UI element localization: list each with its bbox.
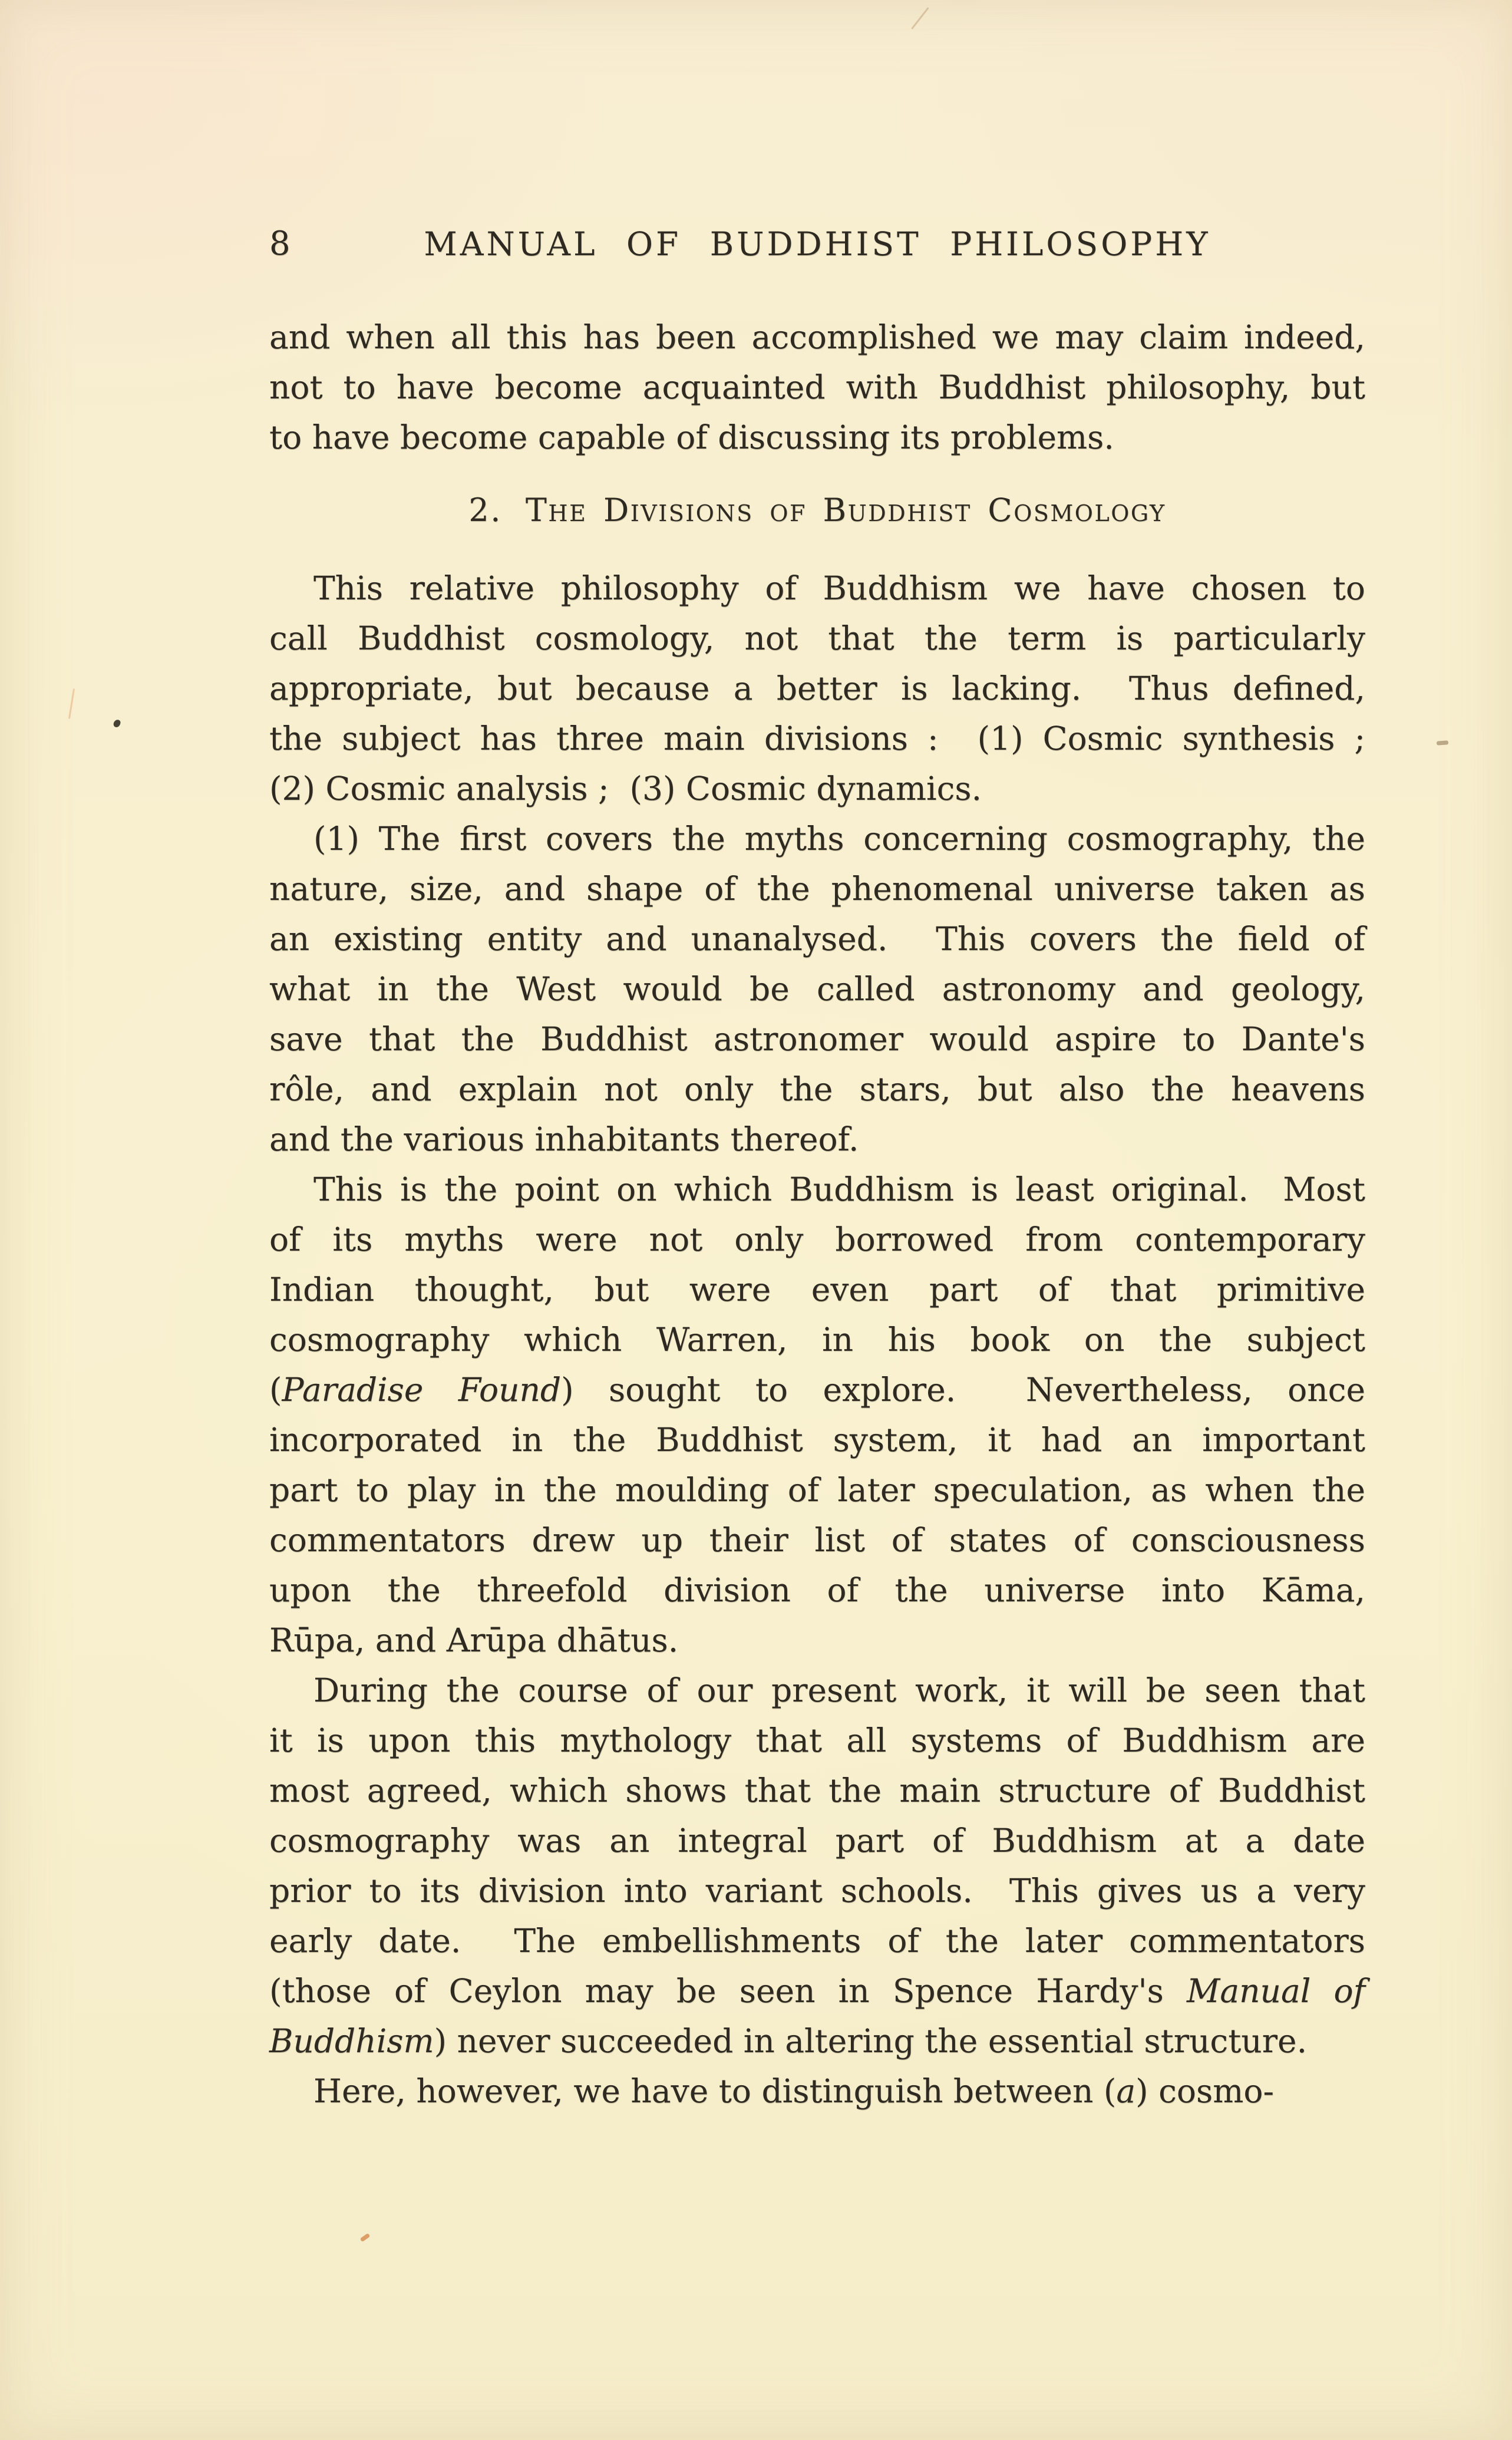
text-line: save that the Buddhist astronomer would aspire to Dante's <box>269 1020 1365 1058</box>
paragraph <box>269 1165 1365 1666</box>
text-line: an existing entity and unanalysed. This covers the field of <box>269 920 1365 958</box>
text-line: most agreed, which shows that the main structure of Buddhist <box>269 1772 1365 1809</box>
paragraph <box>269 563 1365 814</box>
paragraph-group-intro <box>269 312 1365 463</box>
text-line: early date. The embellishments of the later commentators <box>269 1922 1365 1960</box>
paragraph-group-main <box>269 563 1365 2116</box>
text-block <box>269 312 1365 2116</box>
section-heading <box>269 485 1365 535</box>
text-line: rôle, and explain not only the stars, but also the heavens <box>269 1070 1365 1108</box>
text-line: (1) The first covers the myths concerning cosmography, the <box>313 820 1365 858</box>
paragraph <box>269 2066 1365 2116</box>
text-line: the subject has three main divisions : (1) Cosmic synthesis ; <box>269 720 1365 757</box>
text-line: Buddhism) never succeeded in altering the essential structure. <box>269 2022 1308 2060</box>
text-line: (Paradise Found) sought to explore. Nevertheless, once <box>269 1371 1365 1409</box>
text-line: call Buddhist cosmology, not that the term is particularly <box>269 619 1365 657</box>
ink-speck <box>113 719 121 728</box>
text-line: cosmography was an integral part of Buddhism at a date <box>269 1822 1365 1859</box>
text-line: upon the threefold division of the universe into Kāma, <box>269 1571 1365 1609</box>
paper-fibre-speck <box>360 2233 371 2242</box>
text-line: of its myths were not only borrowed from contemporary <box>269 1221 1365 1258</box>
running-title: MANUAL OF BUDDHIST PHILOSOPHY <box>424 225 1211 263</box>
text-line: Here, however, we have to distinguish between (a) cosmo- <box>313 2072 1275 2110</box>
running-header <box>269 226 1365 267</box>
text-line: During the course of our present work, it will be seen that <box>313 1671 1365 1709</box>
text-line: prior to its division into variant schools. This gives us a very <box>269 1872 1365 1910</box>
text-line: (those of Ceylon may be seen in Spence Hardy's Manual of <box>269 1972 1365 2010</box>
text-line: This relative philosophy of Buddhism we have chosen to <box>313 569 1365 607</box>
text-line: (2) Cosmic analysis ; (3) Cosmic dynamics. <box>269 770 982 807</box>
page-number: 8 <box>269 225 290 263</box>
paragraph <box>269 312 1365 463</box>
section-title: The Divisions of Buddhist Cosmology <box>525 492 1166 529</box>
text-line: commentators drew up their list of states of consciousness <box>269 1521 1365 1559</box>
paragraph <box>269 814 1365 1165</box>
ink-speck <box>1437 740 1448 745</box>
paper-scratch <box>911 7 929 29</box>
text-line: nature, size, and shape of the phenomenal universe taken as <box>269 870 1365 908</box>
text-line: and when all this has been accomplished we may claim indeed, <box>269 318 1365 356</box>
section-number: 2. <box>468 492 502 529</box>
text-line: Indian thought, but were even part of that primitive <box>269 1271 1365 1308</box>
text-line: appropriate, but because a better is lacking. Thus defined, <box>269 670 1365 707</box>
text-line: to have become capable of discussing its problems. <box>269 418 1114 456</box>
text-line: This is the point on which Buddhism is least original. Most <box>313 1170 1365 1208</box>
text-line: what in the West would be called astronomy and geology, <box>269 970 1365 1008</box>
paper-fibre-speck <box>68 688 75 719</box>
text-line: Rūpa, and Arūpa dhātus. <box>269 1621 679 1659</box>
text-line: it is upon this mythology that all systems of Buddhism are <box>269 1722 1365 1759</box>
text-line: incorporated in the Buddhist system, it had an important <box>269 1421 1365 1459</box>
paragraph <box>269 1666 1365 2066</box>
text-line: not to have become acquainted with Buddhist philosophy, but <box>269 368 1365 406</box>
text-line: and the various inhabitants thereof. <box>269 1120 859 1158</box>
text-line: part to play in the moulding of later speculation, as when the <box>269 1471 1365 1509</box>
text-line: cosmography which Warren, in his book on the subject <box>269 1321 1365 1359</box>
